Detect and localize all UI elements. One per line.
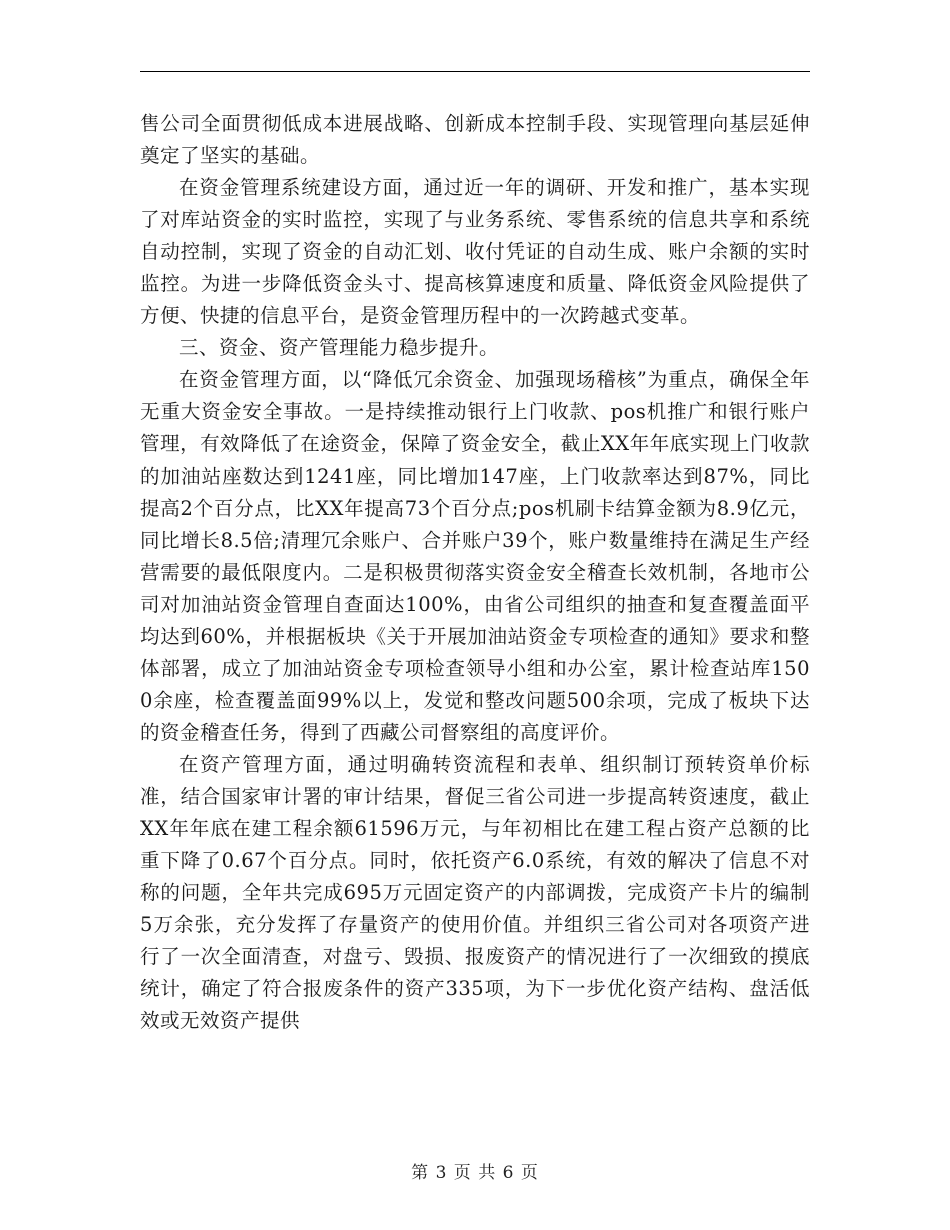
paragraph-continuation: 售公司全面贯彻低成本进展战略、创新成本控制手段、实现管理向基层延伸奠定了坚实的基础。 — [140, 112, 810, 168]
paragraph-fund-management: 在资金管理方面，以“降低冗余资金、加强现场稽核”为重点，确保全年无重大资金安全事故。一是持续推动银行上门收款、pos机推广和银行账户管理，有效降低了在途资金，保障了资金安全，截止XX年年底实现上门收款的加油站座数达到1241座，同比增加147座，上门收款率达到87%，同比提高2个百分点，比XX年提高73个百分点;pos机刷卡结算金额为8.9亿元，同比增长8.5倍;清理冗余账户、合并账户39个，账户数量维持在满足生产经营需要的最低限度内。二是积极贯彻落实资金安全稽查长效机制，各地市公司对加油站资金管理自查面达100%，由省公司组织的抽查和复查覆盖面平均达到60%，并根据板块《关于开展加油站资金专项检查的通知》要求和整体部署，成立了加油站资金专项检查领导小组和办公室，累计检查站库1500余座，检查覆盖面99%以上，发觉和整改问题500余项，完成了板块下达的资金稽查任务，得到了西藏公司督察组的高度评价。 — [140, 368, 810, 744]
paragraph-fund-system: 在资金管理系统建设方面，通过近一年的调研、开发和推广，基本实现了对库站资金的实时监控，实现了与业务系统、零售系统的信息共享和系统自动控制，实现了资金的自动汇划、收付凭证的自动生成、账户余额的实时监控。为进一步降低资金头寸、提高核算速度和质量、降低资金风险提供了方便、快捷的信息平台，是资金管理历程中的一次跨越式变革。 — [140, 176, 810, 328]
document-body — [140, 108, 810, 1037]
header-divider — [140, 71, 810, 72]
section-heading: 三、资金、资产管理能力稳步提升。 — [179, 336, 500, 360]
paragraph-asset-management: 在资产管理方面，通过明确转资流程和表单、组织制订预转资单价标准，结合国家审计署的审计结果，督促三省公司进一步提高转资速度，截止XX年年底在建工程余额61596万元，与年初相比在建工程占资产总额的比重下降了0.67个百分点。同时，依托资产6.0系统，有效的解决了信息不对称的问题，全年共完成695万元固定资产的内部调拨，完成资产卡片的编制5万余张，充分发挥了存量资产的使用价值。并组织三省公司对各项资产进行了一次全面清查，对盘亏、毁损、报废资产的情况进行了一次细致的摸底统计，确定了符合报废条件的资产335项，为下一步优化资产结构、盘活低效或无效资产提供 — [140, 752, 810, 1033]
page-number-footer: 第 3 页 共 6 页 — [411, 1163, 539, 1183]
